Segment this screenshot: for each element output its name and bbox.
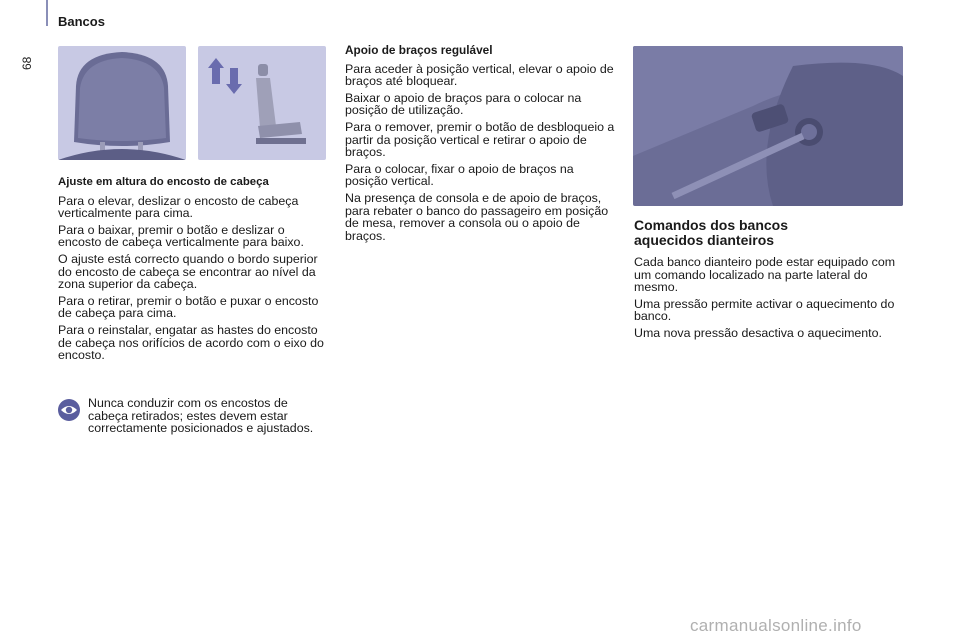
paragraph: Cada banco dianteiro pode estar equipado com um comando localizado na parte lateral do mesmo. xyxy=(634,255,896,295)
headrest-adjust-title: Ajuste em altura do encosto de cabeça xyxy=(58,176,269,188)
section-title: Bancos xyxy=(58,14,105,29)
paragraph: Uma pressão permite activar o aquecimento do banco. xyxy=(634,296,895,324)
paragraph: Para o elevar, deslizar o encosto de cabeça verticalmente para cima. xyxy=(58,193,299,221)
page-number: 68 xyxy=(20,56,34,70)
watermark: carmanualsonline.info xyxy=(690,616,862,635)
armrest-section xyxy=(345,44,617,246)
paragraph: Uma nova pressão desactiva o aquecimento. xyxy=(634,325,882,340)
paragraph: Na presença de consola e de apoio de braços, para rebater o banco do passageiro em posição de mesa, remover a consola ou o apoio de braços. xyxy=(345,190,609,243)
seat-heating-control-image xyxy=(633,46,903,206)
paragraph: Para o retirar, premir o botão e puxar o encosto de cabeça para cima. xyxy=(58,293,319,321)
paragraph: O ajuste está correcto quando o bordo superior do encosto de cabeça se encontrar ao nível da zona superior da cabeça. xyxy=(58,251,318,292)
note-text: Nunca conduzir com os encostos de cabeça retirados; estes devem estar correctamente posicionados e ajustados. xyxy=(88,396,314,436)
paragraph: Para o remover, premir o botão de desbloqueio a partir da posição vertical e retirar o apoio de braços. xyxy=(345,119,615,160)
eye-icon xyxy=(58,399,80,421)
paragraph: Para o baixar, premir o botão e deslizar o encosto de cabeça verticalmente para baixo. xyxy=(58,222,304,250)
headrest-image xyxy=(58,46,186,160)
paragraph: Para aceder à posição vertical, elevar o apoio de braços até bloquear. xyxy=(345,61,614,89)
paragraph: Para o colocar, fixar o apoio de braços na posição vertical. xyxy=(345,161,574,189)
heated-seats-section xyxy=(634,218,904,344)
paragraph: Para o reinstalar, engatar as hastes do encosto de cabeça nos orifícios de acordo com o eixo do encosto. xyxy=(58,322,324,363)
header-accent-line xyxy=(46,0,48,26)
headrest-adjust-section xyxy=(58,176,330,366)
paragraph: Baixar o apoio de braços para o colocar na posição de utilização. xyxy=(345,90,582,118)
heated-seats-title: Comandos dos bancos aquecidos dianteiros xyxy=(634,217,789,248)
armrest-title: Apoio de braços regulável xyxy=(345,43,493,57)
seat-height-diagram xyxy=(198,46,326,160)
